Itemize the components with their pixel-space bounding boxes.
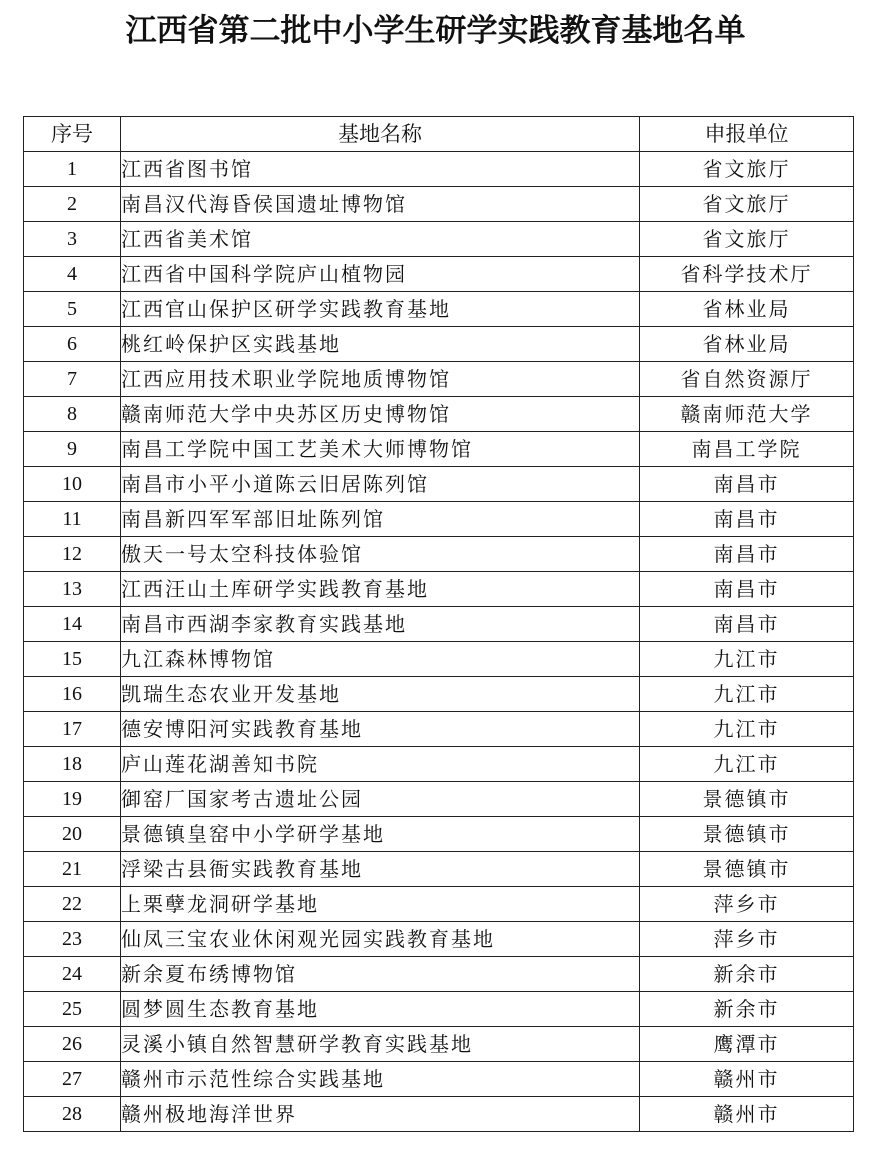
cell-unit: 南昌市 — [640, 572, 854, 607]
cell-base-name: 江西官山保护区研学实践教育基地 — [121, 292, 640, 327]
cell-unit: 九江市 — [640, 747, 854, 782]
cell-base-name: 圆梦圆生态教育基地 — [121, 992, 640, 1027]
cell-seq: 3 — [24, 222, 121, 257]
cell-base-name: 江西省美术馆 — [121, 222, 640, 257]
cell-base-name: 上栗孽龙洞研学基地 — [121, 887, 640, 922]
cell-seq: 28 — [24, 1097, 121, 1132]
table-row — [24, 432, 854, 467]
cell-seq: 9 — [24, 432, 121, 467]
cell-base-name: 赣州市示范性综合实践基地 — [121, 1062, 640, 1097]
column-header-seq: 序号 — [24, 117, 121, 152]
cell-unit: 省文旅厅 — [640, 222, 854, 257]
cell-unit: 萍乡市 — [640, 922, 854, 957]
cell-base-name: 江西省中国科学院庐山植物园 — [121, 257, 640, 292]
table-row — [24, 1027, 854, 1062]
cell-unit: 景德镇市 — [640, 782, 854, 817]
table-row — [24, 712, 854, 747]
table-row — [24, 1097, 854, 1132]
cell-seq: 15 — [24, 642, 121, 677]
cell-unit: 南昌市 — [640, 502, 854, 537]
cell-seq: 12 — [24, 537, 121, 572]
cell-base-name: 新余夏布绣博物馆 — [121, 957, 640, 992]
cell-seq: 26 — [24, 1027, 121, 1062]
table-row — [24, 362, 854, 397]
cell-seq: 18 — [24, 747, 121, 782]
cell-seq: 4 — [24, 257, 121, 292]
cell-base-name: 南昌市小平小道陈云旧居陈列馆 — [121, 467, 640, 502]
table-row — [24, 887, 854, 922]
cell-base-name: 浮梁古县衙实践教育基地 — [121, 852, 640, 887]
cell-unit: 赣州市 — [640, 1062, 854, 1097]
cell-seq: 6 — [24, 327, 121, 362]
table-row — [24, 607, 854, 642]
cell-seq: 21 — [24, 852, 121, 887]
table-row — [24, 677, 854, 712]
cell-seq: 27 — [24, 1062, 121, 1097]
cell-base-name: 赣南师范大学中央苏区历史博物馆 — [121, 397, 640, 432]
cell-base-name: 德安博阳河实践教育基地 — [121, 712, 640, 747]
cell-base-name: 凯瑞生态农业开发基地 — [121, 677, 640, 712]
table-row — [24, 152, 854, 187]
table-row — [24, 467, 854, 502]
cell-base-name: 景德镇皇窑中小学研学基地 — [121, 817, 640, 852]
cell-unit: 省自然资源厅 — [640, 362, 854, 397]
cell-base-name: 御窑厂国家考古遗址公园 — [121, 782, 640, 817]
cell-base-name: 南昌汉代海昏侯国遗址博物馆 — [121, 187, 640, 222]
cell-base-name: 赣州极地海洋世界 — [121, 1097, 640, 1132]
cell-seq: 5 — [24, 292, 121, 327]
cell-seq: 13 — [24, 572, 121, 607]
cell-base-name: 南昌市西湖李家教育实践基地 — [121, 607, 640, 642]
cell-unit: 新余市 — [640, 957, 854, 992]
cell-seq: 17 — [24, 712, 121, 747]
cell-base-name: 九江森林博物馆 — [121, 642, 640, 677]
cell-unit: 南昌市 — [640, 537, 854, 572]
table-row — [24, 642, 854, 677]
table-row — [24, 502, 854, 537]
cell-unit: 九江市 — [640, 712, 854, 747]
cell-unit: 新余市 — [640, 992, 854, 1027]
cell-unit: 鹰潭市 — [640, 1027, 854, 1062]
cell-unit: 赣南师范大学 — [640, 397, 854, 432]
cell-base-name: 江西汪山土库研学实践教育基地 — [121, 572, 640, 607]
table-row — [24, 957, 854, 992]
table-row — [24, 397, 854, 432]
cell-seq: 20 — [24, 817, 121, 852]
cell-unit: 萍乡市 — [640, 887, 854, 922]
cell-unit: 景德镇市 — [640, 852, 854, 887]
cell-unit: 省科学技术厅 — [640, 257, 854, 292]
cell-base-name: 江西应用技术职业学院地质博物馆 — [121, 362, 640, 397]
cell-base-name: 南昌工学院中国工艺美术大师博物馆 — [121, 432, 640, 467]
cell-seq: 11 — [24, 502, 121, 537]
table-row — [24, 922, 854, 957]
column-header-unit: 申报单位 — [640, 117, 854, 152]
document-title: 江西省第二批中小学生研学实践教育基地名单 — [125, 13, 746, 49]
table-row — [24, 992, 854, 1027]
cell-seq: 14 — [24, 607, 121, 642]
cell-seq: 7 — [24, 362, 121, 397]
cell-base-name: 桃红岭保护区实践基地 — [121, 327, 640, 362]
cell-seq: 10 — [24, 467, 121, 502]
table-row — [24, 572, 854, 607]
cell-unit: 南昌工学院 — [640, 432, 854, 467]
cell-base-name: 庐山莲花湖善知书院 — [121, 747, 640, 782]
cell-unit: 省林业局 — [640, 292, 854, 327]
cell-unit: 南昌市 — [640, 607, 854, 642]
cell-seq: 24 — [24, 957, 121, 992]
cell-unit: 九江市 — [640, 677, 854, 712]
cell-unit: 省文旅厅 — [640, 152, 854, 187]
cell-base-name: 傲天一号太空科技体验馆 — [121, 537, 640, 572]
table-row — [24, 852, 854, 887]
table-row — [24, 292, 854, 327]
table-row — [24, 327, 854, 362]
cell-base-name: 南昌新四军军部旧址陈列馆 — [121, 502, 640, 537]
cell-seq: 23 — [24, 922, 121, 957]
base-list-table — [23, 116, 854, 1132]
table-row — [24, 747, 854, 782]
cell-base-name: 江西省图书馆 — [121, 152, 640, 187]
table-row — [24, 782, 854, 817]
cell-unit: 九江市 — [640, 642, 854, 677]
column-header-name: 基地名称 — [121, 117, 640, 152]
table-row — [24, 817, 854, 852]
cell-unit: 省文旅厅 — [640, 187, 854, 222]
table-row — [24, 257, 854, 292]
cell-unit: 南昌市 — [640, 467, 854, 502]
cell-seq: 8 — [24, 397, 121, 432]
table-body — [24, 152, 854, 1132]
cell-seq: 2 — [24, 187, 121, 222]
cell-unit: 赣州市 — [640, 1097, 854, 1132]
cell-seq: 22 — [24, 887, 121, 922]
cell-unit: 省林业局 — [640, 327, 854, 362]
table-header-row — [24, 117, 854, 152]
cell-unit: 景德镇市 — [640, 817, 854, 852]
table-row — [24, 187, 854, 222]
table-row — [24, 222, 854, 257]
cell-base-name: 灵溪小镇自然智慧研学教育实践基地 — [121, 1027, 640, 1062]
cell-seq: 19 — [24, 782, 121, 817]
table-row — [24, 537, 854, 572]
cell-seq: 25 — [24, 992, 121, 1027]
cell-seq: 16 — [24, 677, 121, 712]
cell-base-name: 仙凤三宝农业休闲观光园实践教育基地 — [121, 922, 640, 957]
cell-seq: 1 — [24, 152, 121, 187]
table-row — [24, 1062, 854, 1097]
